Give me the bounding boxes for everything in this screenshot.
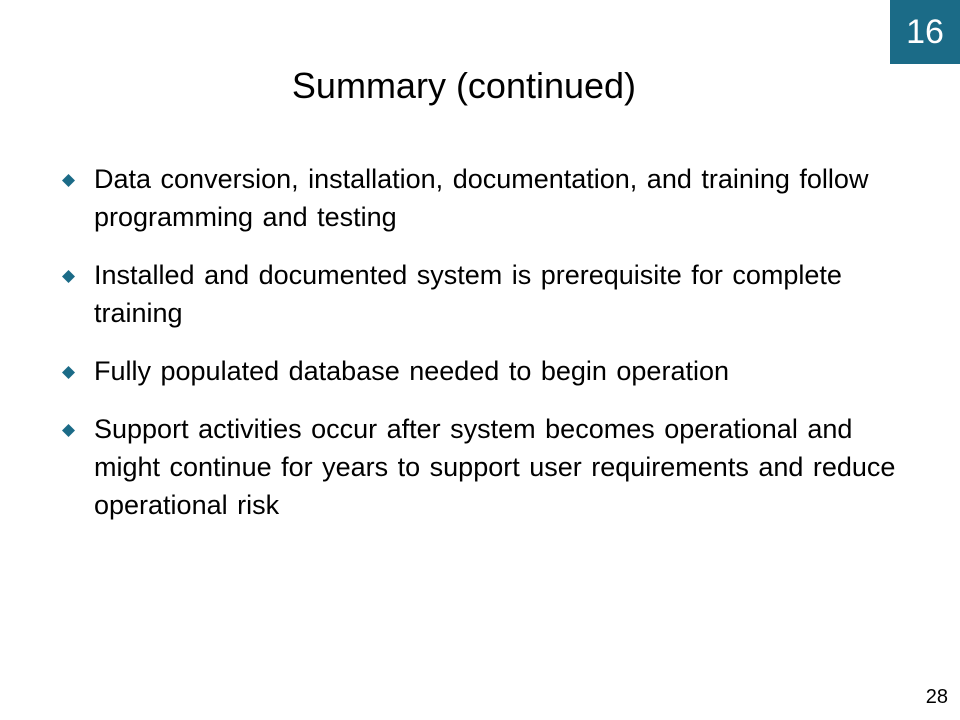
diamond-bullet-icon — [62, 174, 75, 187]
diamond-bullet-icon — [62, 270, 75, 283]
bullet-text: Data conversion, installation, documentation, and training follow programming and testing — [94, 164, 869, 232]
page-number: 28 — [925, 686, 948, 708]
diamond-bullet-icon — [62, 424, 75, 437]
bullet-item — [62, 410, 902, 524]
chapter-number-badge: 16 — [890, 0, 960, 64]
slide-title: Summary (continued) — [291, 65, 637, 106]
diamond-bullet-icon — [62, 366, 75, 379]
bullet-text: Installed and documented system is prerequisite for complete training — [94, 260, 842, 328]
bullet-item — [62, 352, 902, 390]
bullet-list — [62, 160, 902, 544]
bullet-item — [62, 256, 902, 332]
bullet-text: Fully populated database needed to begin operation — [94, 356, 729, 386]
bullet-text: Support activities occur after system becomes operational and might continue for years to support user requirements and reduce operational risk — [94, 414, 896, 520]
bullet-item — [62, 160, 902, 236]
